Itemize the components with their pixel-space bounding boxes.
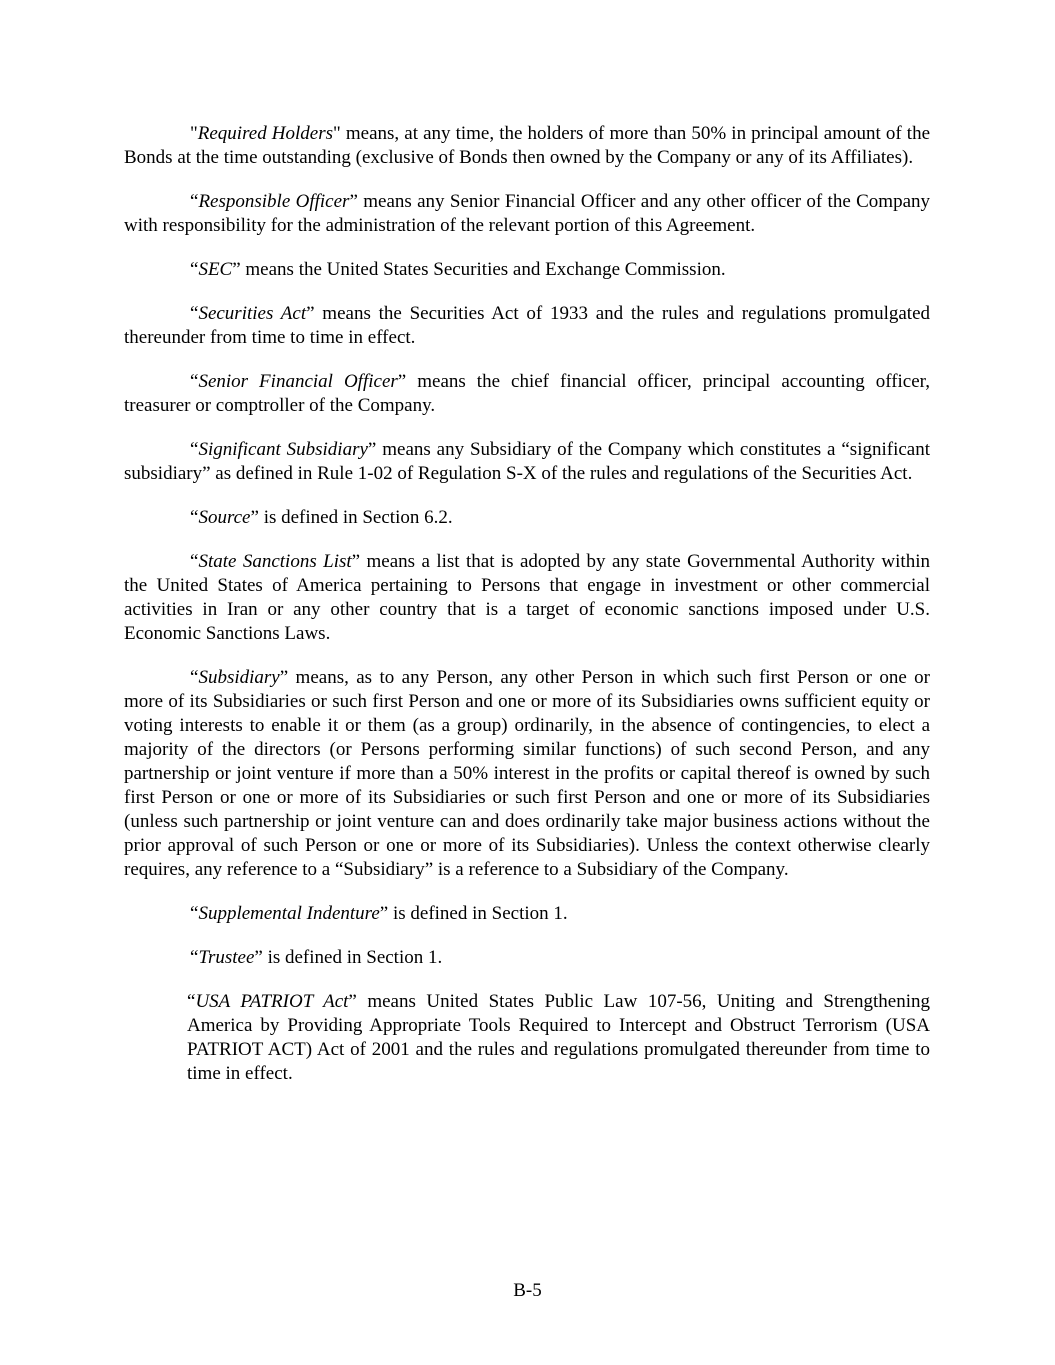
close-quote: ” bbox=[254, 947, 263, 968]
open-quote: “ bbox=[190, 439, 199, 460]
defined-term: Source bbox=[198, 507, 251, 528]
open-quote: “ bbox=[187, 991, 196, 1012]
open-quote: “ bbox=[190, 371, 199, 392]
defined-term: Significant Subsidiary bbox=[198, 439, 368, 460]
defined-term: Senior Financial Officer bbox=[198, 371, 398, 392]
close-quote: ” bbox=[379, 903, 389, 924]
defined-term: Subsidiary bbox=[198, 667, 280, 688]
page-number: B-5 bbox=[513, 1280, 542, 1301]
definition-text: means the United States Securities and Exchange Commission. bbox=[240, 259, 726, 280]
open-quote: “ bbox=[190, 303, 199, 324]
open-quote: “ bbox=[190, 191, 199, 212]
open-quote: “ bbox=[190, 903, 199, 924]
definition-securities-act bbox=[124, 302, 930, 350]
definition-text: means United States Public Law 107-56, Uniting and Strengthening America by Providing Appropriate Tools Required to Intercept and Obstruct Terrorism (USA PATRIOT ACT) Act of 2001 and the rules and regulations promulgated thereunder from time to time in effect. bbox=[187, 991, 930, 1084]
definition-text: is defined in Section 6.2. bbox=[258, 507, 453, 528]
defined-term: Required Holders bbox=[197, 123, 334, 144]
definition-responsible-officer bbox=[124, 190, 930, 238]
close-quote: ” bbox=[397, 371, 407, 392]
defined-term: USA PATRIOT Act bbox=[195, 991, 349, 1012]
definition-subsidiary bbox=[124, 666, 930, 882]
definition-trustee bbox=[124, 946, 930, 970]
definition-text: means the Securities Act of 1933 and the rules and regulations promulgated thereunder from time to time in effect. bbox=[124, 303, 930, 348]
close-quote: " bbox=[333, 123, 341, 144]
definition-text: means a list that is adopted by any state Governmental Authority within the United States of America pertaining to Persons that engage in investment or other commercial activities in Iran or any other country that is a target of economic sanctions imposed under U.S. Economic Sanctions Laws. bbox=[124, 551, 930, 644]
definition-text: means any Senior Financial Officer and any other officer of the Company with responsibility for the administration of the relevant portion of this Agreement. bbox=[124, 191, 930, 236]
definition-text: means, as to any Person, any other Person in which such first Person or one or more of its Subsidiaries or such first Person and one or more of its Subsidiaries owns sufficient equity or voting interests to enable it or them (as a group) ordinarily, in the absence of contingencies, to elect a majority of the directors (or Persons performing similar functions) of such second Person, and any partnership or joint venture if more than a 50% interest in the profits or capital thereof is owned by such first Person or one or more of its Subsidiaries or such first Person and one or more of its Subsidiaries (unless such partnership or joint venture can and does ordinarily take major business actions without the prior approval of such Person or one or more of its Subsidiaries). Unless the context otherwise clearly requires, any reference to a “Subsidiary” is a reference to a Subsidiary of the Company. bbox=[124, 667, 930, 880]
close-quote: ” bbox=[349, 191, 358, 212]
definition-usa-patriot-act bbox=[187, 990, 930, 1086]
open-quote: “ bbox=[190, 947, 199, 968]
definitions-section bbox=[124, 122, 930, 1106]
close-quote: ” bbox=[232, 259, 241, 280]
definition-required-holders bbox=[124, 122, 930, 170]
definition-text: means, at any time, the holders of more than 50% in principal amount of the Bonds at the time outstanding (exclusive of Bonds then owned by the Company or any of its Affiliates). bbox=[124, 123, 931, 168]
defined-term: Supplemental Indenture bbox=[198, 903, 380, 924]
definition-source bbox=[124, 506, 930, 530]
defined-term: State Sanctions List bbox=[198, 551, 352, 572]
open-quote: " bbox=[190, 123, 198, 144]
close-quote: ” bbox=[279, 667, 289, 688]
close-quote: ” bbox=[348, 991, 357, 1012]
definition-text: means any Subsidiary of the Company which constitutes a “significant subsidiary” as defined in Rule 1-02 of Regulation S-X of the rules and regulations of the Securities Act. bbox=[124, 439, 930, 484]
definition-text: is defined in Section 1. bbox=[388, 903, 568, 924]
definition-senior-financial-officer bbox=[124, 370, 930, 418]
open-quote: “ bbox=[190, 507, 199, 528]
defined-term: Securities Act bbox=[198, 303, 307, 324]
defined-term: Trustee bbox=[198, 947, 255, 968]
defined-term: SEC bbox=[198, 259, 233, 280]
definition-text: means the chief financial officer, principal accounting officer, treasurer or comptroller of the Company. bbox=[124, 371, 930, 416]
open-quote: “ bbox=[190, 259, 199, 280]
open-quote: “ bbox=[190, 667, 199, 688]
close-quote: ” bbox=[351, 551, 361, 572]
close-quote: ” bbox=[306, 303, 315, 324]
definition-text: is defined in Section 1. bbox=[262, 947, 443, 968]
close-quote: ” bbox=[250, 507, 259, 528]
defined-term: Responsible Officer bbox=[198, 191, 350, 212]
definition-state-sanctions-list bbox=[124, 550, 930, 646]
definition-significant-subsidiary bbox=[124, 438, 930, 486]
close-quote: ” bbox=[367, 439, 377, 460]
open-quote: “ bbox=[190, 551, 199, 572]
definition-supplemental-indenture bbox=[124, 902, 930, 926]
definition-sec bbox=[124, 258, 930, 282]
